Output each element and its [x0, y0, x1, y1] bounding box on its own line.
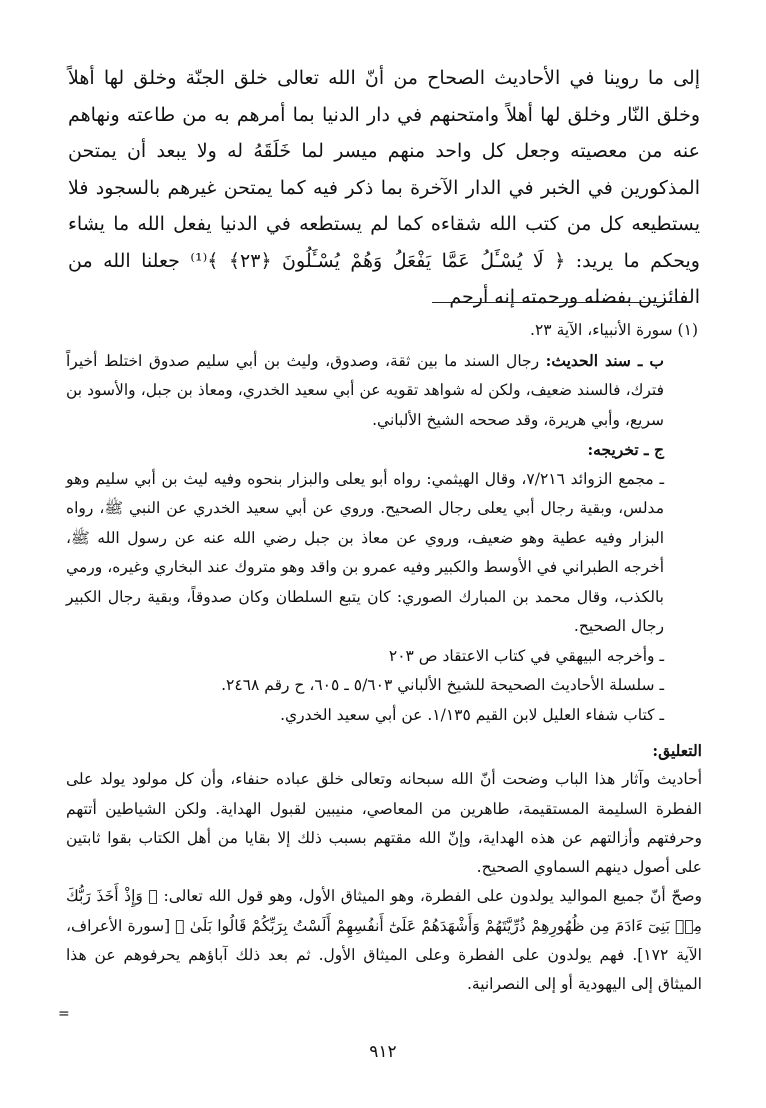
page-number: ٩١٢	[369, 1042, 397, 1062]
commentary-block	[66, 736, 702, 1000]
continuation-mark: =	[58, 1006, 70, 1022]
commentary-paragraph-1: أحاديث وآثار هذا الباب وضحت أنّ الله سبحانه وتعالى خلق عباده حنفاء، وأن كل مولود يولد على الفطرة السليمة المستقيمة، طاهرين من المعاصي، منيبين لقبول الهداية. ولكن الشياطين أتتهم وحرفتهم وأزالتهم عن هذه الهداية، وإنّ الله مقتهم بسبب ذلك إلا بقايا من أهل الكتاب بقوا ثابتين على أصول دينهم السماوي الصحيح.	[66, 770, 702, 877]
footnote-item: ـ كتاب شفاء العليل لابن القيم ١/١٣٥. عن أبي سعيد الخدري.	[280, 705, 664, 724]
footnote-item: ـ وأخرجه البيهقي في كتاب الاعتقاد ص ٢٠٣	[388, 646, 664, 665]
footnote-separator	[432, 302, 690, 303]
footnote-reference: (١) سورة الأنبياء، الآية ٢٣.	[530, 321, 698, 339]
footnote-item: ـ سلسلة الأحاديث الصحيحة للشيخ الألباني ٥/٦٠٣ ـ ٦٠٥، ح رقم ٢٤٦٨.	[221, 676, 664, 694]
sanad-label: ب ـ سند الحديث:	[545, 350, 664, 370]
sanad-text: رجال السند ما بين ثقة، وصدوق، وليث بن أبي سليم صدوق اختلط أخيراً فترك، فالسند ضعيف، ولكن له شواهد تقويه عن أبي سعيد الخدري، ومعاذ بن جبل، والأسود بن سريع، وأبي هريرة، وقد صححه الشيخ الألباني.	[66, 351, 664, 429]
commentary-paragraph-2: وصحّ أنّ جميع المواليد يولدون على الفطرة، وهو الميثاق الأول، وهو قول الله تعالى: ﴿ وَإِذْ أَخَذَ رَبُّكَ مِنۢ بَنِىٓ ءَادَمَ مِن ظُهُورِهِمْ ذُرِّيَّتَهُمْ وَأَشْهَدَهُمْ عَلَىٰٓ أَنفُسِهِمْ أَلَسْتُ بِرَبِّكُمْ قَالُوا بَلَىٰ ﴾ [سورة الأعراف، الآية ١٧٢]. فهم يولدون على الفطرة وعلى الميثاق الأول. ثم بعد ذلك آباؤهم يحرفوهم عن هذا الميثاق إلى اليهودية أو إلى النصرانية.	[66, 887, 702, 994]
footnotes-block	[66, 316, 698, 730]
takhrij-text: ـ مجمع الزوائد ٧/٢١٦، وقال الهيثمي: رواه أبو يعلى والبزار بنحوه وفيه ليث بن أبي سليم وهو مدلس، وبقية رجال أبي يعلى رجال الصحيح. وروي عن أبي سعيد الخدري عن النبي ﷺ، رواه البزار وفيه عطية وهو ضعيف، وروي عن معاذ بن جبل رضي الله عنه عن رسول الله ﷺ، أخرجه الطبراني في الأوسط والكبير وفيه عمرو بن واقد وهو متروك عند البخاري وغيره، ورمي بالكذب، وقال محمد بن المبارك الصوري: كان يتبع السلطان وكان صدوقاً، وبقية رجال الكبير رجال الصحيح.	[66, 469, 665, 635]
sanad-paragraph	[66, 346, 698, 436]
takhrij-label: ج ـ تخريجه:	[587, 440, 664, 459]
main-paragraph: إلى ما روينا في الأحاديث الصحاح من أنّ الله تعالى خلق الجنّة وخلق لها أهلاً وخلق النّار وخلق لها أهلاً وامتحنهم في دار الدنيا بما أمرهم به من طاعته ونهاهم عنه من معصيته وجعل كل واحد منهم ميسر لما خَلَقَهُ له ولا يبعد أن يمتحن المذكورين في الخبر في الدار الآخرة بما ذكر فيه كما يمتحن غيرهم بالسجود فلا يستطيعه كل من كتب الله شقاءه كما لم يستطعه في الدنيا يفعل الله ما يشاء ويحكم ما يريد: ﴿ لَا يُسْـَٔلُ عَمَّا يَفْعَلُ وَهُمْ يُسْـَٔلُونَ ﴿٢٣﴾ ﴾⁽¹⁾ جعلنا الله من الفائزين بفضله ورحمته إنه أرحم	[68, 67, 700, 308]
commentary-label: التعليق:	[652, 741, 702, 760]
main-text-block	[68, 60, 700, 316]
